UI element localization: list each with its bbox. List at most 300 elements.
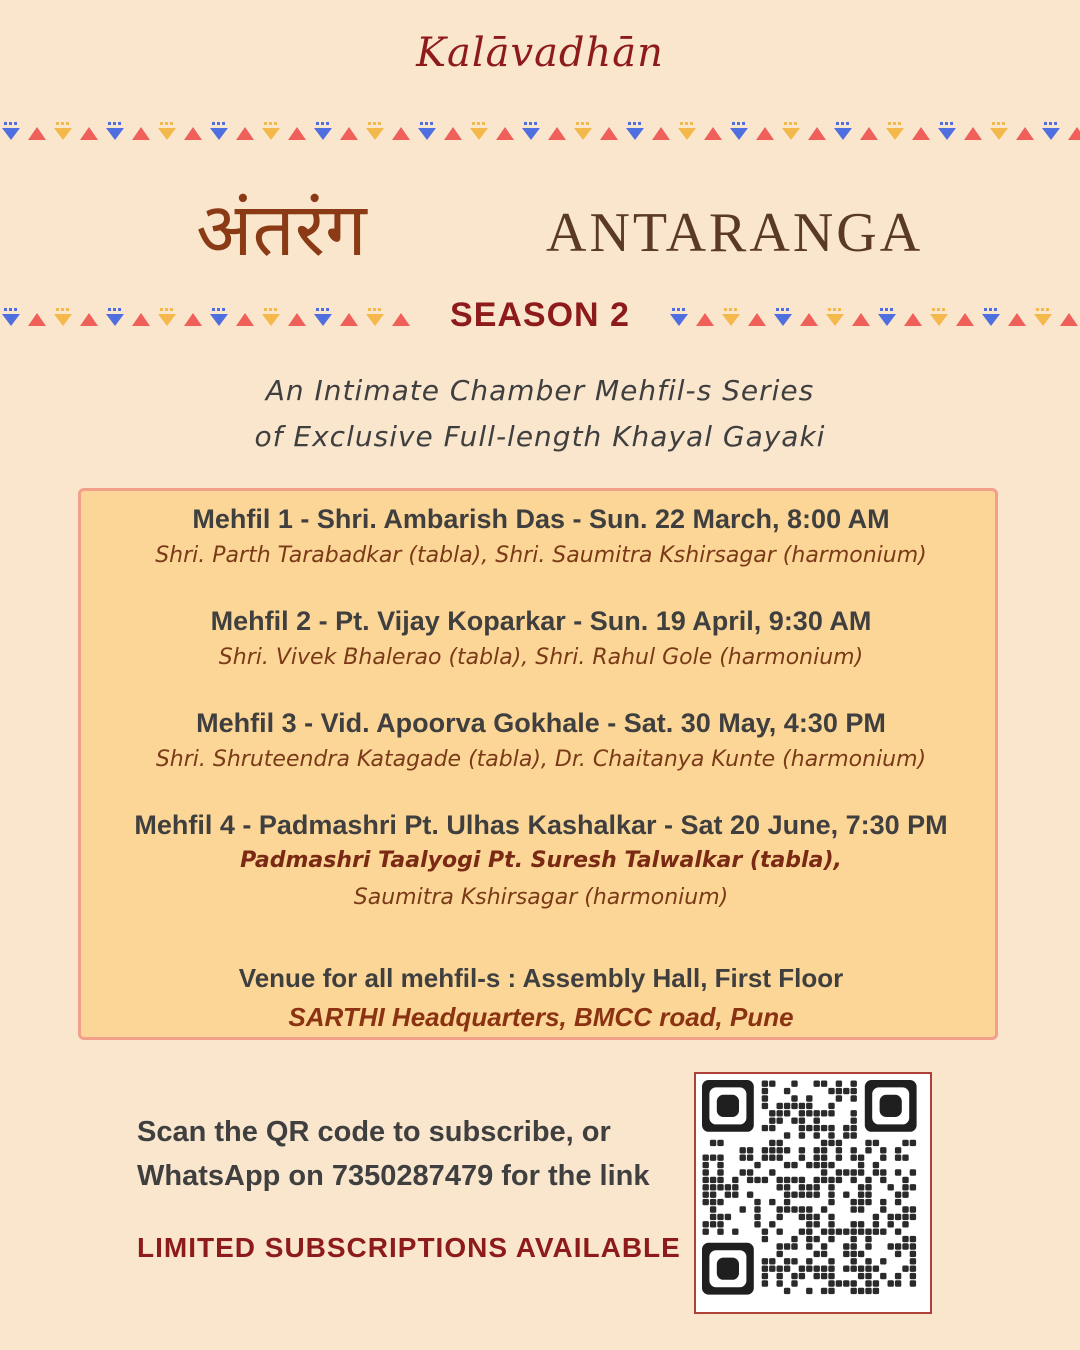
qr-module [814, 1110, 820, 1116]
border-dot [113, 122, 116, 125]
qr-module [777, 1147, 783, 1153]
qr-module [799, 1118, 805, 1124]
mehfil-artists-line-2: Saumitra Kshirsagar (harmonium) [353, 885, 729, 910]
qr-module [747, 1147, 753, 1153]
border-dot [269, 122, 272, 125]
qr-module [821, 1155, 827, 1161]
qr-module [851, 1155, 857, 1161]
qr-module [717, 1214, 723, 1220]
qr-module [717, 1169, 723, 1175]
qr-module [769, 1199, 775, 1205]
border-dot [264, 122, 267, 125]
qr-module [769, 1266, 775, 1272]
qr-module [799, 1177, 805, 1183]
border-triangle [574, 128, 592, 140]
venue [81, 959, 1001, 1037]
border-triangle [340, 127, 358, 140]
qr-module [725, 1192, 731, 1198]
venue-label: Venue for all mehfil-s : Assembly Hall, First Floor [238, 963, 844, 993]
border-dot [66, 122, 69, 125]
qr-module [814, 1192, 820, 1198]
border-triangle [652, 127, 670, 140]
qr-module [717, 1177, 723, 1183]
border-triangle [678, 128, 696, 140]
qr-module [710, 1184, 716, 1190]
qr-module [888, 1214, 894, 1220]
qr-module [740, 1169, 746, 1175]
qr-module [902, 1266, 908, 1272]
qr-module [703, 1192, 709, 1198]
qr-module [806, 1125, 812, 1131]
qr-module [703, 1177, 709, 1183]
border-triangle [1016, 127, 1034, 140]
qr-module [806, 1229, 812, 1235]
qr-module [791, 1206, 797, 1212]
qr-module [895, 1147, 901, 1153]
qr-module [828, 1273, 834, 1279]
qr-module [880, 1229, 886, 1235]
border-triangle [938, 128, 956, 140]
qr-module [784, 1147, 790, 1153]
qr-module [814, 1147, 820, 1153]
qr-module [858, 1288, 864, 1294]
qr-module [895, 1192, 901, 1198]
qr-module [814, 1081, 820, 1087]
border-dot [992, 122, 995, 125]
border-triangle [730, 128, 748, 140]
qr-module [902, 1184, 908, 1190]
qr-module [865, 1140, 871, 1146]
border-dot [846, 122, 849, 125]
border-dot [794, 122, 797, 125]
border-dot [118, 122, 121, 125]
qr-module [747, 1177, 753, 1183]
qr-module [821, 1177, 827, 1183]
qr-module [784, 1132, 790, 1138]
qr-module [888, 1280, 894, 1286]
qr-module [902, 1155, 908, 1161]
border-dot [524, 122, 527, 125]
qr-module [902, 1236, 908, 1242]
qr-module [836, 1155, 842, 1161]
border-dot [56, 122, 59, 125]
mehfil-title: Mehfil 3 - Vid. Apoorva Gokhale - Sat. 30 May, 4:30 PM [196, 708, 886, 738]
qr-module [851, 1095, 857, 1101]
qr-module [806, 1258, 812, 1264]
qr-module [814, 1221, 820, 1227]
qr-module [873, 1162, 879, 1168]
border-dot [836, 122, 839, 125]
mehfil-1 [81, 501, 1001, 575]
border-triangle [80, 127, 98, 140]
qr-module [910, 1266, 916, 1272]
qr-module [910, 1243, 916, 1249]
qr-module [806, 1103, 812, 1109]
qr-module [910, 1258, 916, 1264]
border-triangle [548, 127, 566, 140]
qr-module [814, 1214, 820, 1220]
qr-module [806, 1184, 812, 1190]
qr-module [717, 1221, 723, 1227]
qr-module [814, 1132, 820, 1138]
qr-module [777, 1243, 783, 1249]
qr-module [799, 1273, 805, 1279]
border-dot [368, 122, 371, 125]
qr-module [762, 1095, 768, 1101]
border-triangle [184, 127, 202, 140]
qr-module [865, 1192, 871, 1198]
qr-module [814, 1251, 820, 1257]
qr-module [895, 1155, 901, 1161]
qr-module [851, 1206, 857, 1212]
qr-module [806, 1206, 812, 1212]
qr-module [710, 1214, 716, 1220]
qr-module [873, 1288, 879, 1294]
border-triangle [28, 127, 46, 140]
qr-module [828, 1177, 834, 1183]
qr-module [717, 1162, 723, 1168]
qr-module [806, 1162, 812, 1168]
border-dot [378, 122, 381, 125]
qr-module [747, 1169, 753, 1175]
qr-module [814, 1236, 820, 1242]
qr-module [717, 1199, 723, 1205]
qr-module [851, 1177, 857, 1183]
qr-module [910, 1251, 916, 1257]
mehfil-title: Mehfil 4 - Padmashri Pt. Ulhas Kashalkar - Sat 20 June, 7:30 PM [134, 810, 948, 840]
scan-line-2: WhatsApp on 7350287479 for the link [137, 1160, 650, 1192]
border-triangle [470, 128, 488, 140]
qr-module [873, 1221, 879, 1227]
qr-module [858, 1162, 864, 1168]
qr-module [777, 1214, 783, 1220]
qr-module [910, 1280, 916, 1286]
qr-module [910, 1184, 916, 1190]
border-triangle [704, 127, 722, 140]
border-triangle [782, 128, 800, 140]
border-triangle [600, 127, 618, 140]
qr-module [828, 1162, 834, 1168]
qr-module [843, 1088, 849, 1094]
qr-module [851, 1147, 857, 1153]
border-dot [472, 122, 475, 125]
border-dot [321, 122, 324, 125]
qr-module [703, 1162, 709, 1168]
qr-module [791, 1177, 797, 1183]
qr-module [740, 1206, 746, 1212]
qr-module [725, 1214, 731, 1220]
qr-module [865, 1236, 871, 1242]
qr-module [754, 1214, 760, 1220]
qr-module [910, 1169, 916, 1175]
qr-module [873, 1169, 879, 1175]
border-triangle [756, 127, 774, 140]
qr-module [836, 1280, 842, 1286]
qr-module [851, 1088, 857, 1094]
qr-module [858, 1221, 864, 1227]
qr-module [858, 1192, 864, 1198]
qr-module [791, 1118, 797, 1124]
qr-module [769, 1169, 775, 1175]
qr-module [880, 1177, 886, 1183]
qr-module [880, 1169, 886, 1175]
qr-module [910, 1214, 916, 1220]
qr-module [836, 1095, 842, 1101]
qr-module [777, 1251, 783, 1257]
qr-module [843, 1132, 849, 1138]
qr-module [806, 1266, 812, 1272]
qr-module [851, 1221, 857, 1227]
qr-module [732, 1229, 738, 1235]
qr-module [895, 1199, 901, 1205]
border-triangle [2, 128, 20, 140]
qr-module [762, 1125, 768, 1131]
qr-module [902, 1206, 908, 1212]
qr-module [851, 1280, 857, 1286]
border-triangle [314, 128, 332, 140]
border-dot [628, 122, 631, 125]
qr-module [791, 1095, 797, 1101]
qr-module [799, 1132, 805, 1138]
qr-code[interactable] [694, 1072, 932, 1314]
qr-module [865, 1177, 871, 1183]
border-dot [217, 122, 220, 125]
qr-code-icon [702, 1080, 924, 1306]
qr-module [895, 1229, 901, 1235]
qr-module [858, 1251, 864, 1257]
qr-module [710, 1199, 716, 1205]
qr-module [791, 1081, 797, 1087]
qr-finder [717, 1095, 739, 1117]
qr-module [858, 1206, 864, 1212]
qr-module [828, 1214, 834, 1220]
qr-module [791, 1162, 797, 1168]
qr-module [865, 1288, 871, 1294]
qr-module [821, 1147, 827, 1153]
border-dot [898, 122, 901, 125]
qr-module [777, 1280, 783, 1286]
qr-module [836, 1147, 842, 1153]
border-dot [1002, 122, 1005, 125]
qr-module [902, 1243, 908, 1249]
qr-module [769, 1125, 775, 1131]
qr-module [791, 1258, 797, 1264]
border-dot [732, 122, 735, 125]
border-dot [425, 122, 428, 125]
qr-module [814, 1177, 820, 1183]
qr-module [784, 1177, 790, 1183]
qr-module [821, 1162, 827, 1168]
qr-module [873, 1214, 879, 1220]
qr-module [777, 1229, 783, 1235]
qr-module [710, 1192, 716, 1198]
qr-module [777, 1110, 783, 1116]
qr-module [828, 1184, 834, 1190]
border-dot [222, 122, 225, 125]
qr-module [717, 1140, 723, 1146]
kalavadhan-logo: Kalāvadhān [416, 30, 664, 76]
qr-module [791, 1280, 797, 1286]
qr-module [710, 1140, 716, 1146]
qr-module [821, 1206, 827, 1212]
qr-module [828, 1236, 834, 1242]
qr-module [762, 1258, 768, 1264]
qr-module [828, 1229, 834, 1235]
qr-module [732, 1177, 738, 1183]
qr-module [843, 1280, 849, 1286]
qr-module [858, 1184, 864, 1190]
border-dot [586, 122, 589, 125]
qr-module [851, 1258, 857, 1264]
qr-module [851, 1229, 857, 1235]
qr-module [851, 1251, 857, 1257]
mehfil-artists: Shri. Vivek Bhalerao (tabla), Shri. Rahul Gole (harmonium) [218, 645, 864, 670]
border-triangle [860, 127, 878, 140]
border-dot [737, 122, 740, 125]
qr-module [828, 1199, 834, 1205]
qr-module [717, 1155, 723, 1161]
qr-module [791, 1273, 797, 1279]
qr-module [740, 1147, 746, 1153]
qr-module [814, 1266, 820, 1272]
qr-module [725, 1184, 731, 1190]
border-triangle [1042, 128, 1060, 140]
qr-module [799, 1110, 805, 1116]
qr-module [821, 1288, 827, 1294]
qr-module [799, 1214, 805, 1220]
border-dot [316, 122, 319, 125]
qr-module [828, 1192, 834, 1198]
qr-module [784, 1184, 790, 1190]
mehfil-title: Mehfil 1 - Shri. Ambarish Das - Sun. 22 March, 8:00 AM [192, 504, 890, 534]
qr-module [843, 1251, 849, 1257]
qr-module [710, 1221, 716, 1227]
qr-module [777, 1266, 783, 1272]
qr-module [769, 1221, 775, 1227]
border-dot [482, 122, 485, 125]
qr-module [784, 1266, 790, 1272]
qr-module [858, 1273, 864, 1279]
qr-module [821, 1251, 827, 1257]
qr-module [762, 1103, 768, 1109]
border-dot [212, 122, 215, 125]
venue-place: SARTHI Headquarters, BMCC road, Pune [288, 1002, 794, 1032]
qr-module [851, 1169, 857, 1175]
qr-module [880, 1206, 886, 1212]
qr-module [880, 1258, 886, 1264]
qr-module [873, 1280, 879, 1286]
border-dot [1054, 122, 1057, 125]
qr-module [888, 1243, 894, 1249]
qr-module [762, 1147, 768, 1153]
border-triangle [626, 128, 644, 140]
border-triangle [106, 128, 124, 140]
mehfil-title: Mehfil 2 - Pt. Vijay Koparkar - Sun. 19 April, 9:30 AM [210, 606, 872, 636]
border-dot [576, 122, 579, 125]
qr-module [902, 1140, 908, 1146]
qr-module [843, 1266, 849, 1272]
qr-module [762, 1229, 768, 1235]
qr-module [784, 1206, 790, 1212]
qr-module [814, 1162, 820, 1168]
qr-module [814, 1184, 820, 1190]
qr-module [791, 1103, 797, 1109]
qr-module [791, 1192, 797, 1198]
qr-module [703, 1169, 709, 1175]
qr-module [821, 1110, 827, 1116]
qr-module [843, 1192, 849, 1198]
border-dot [997, 122, 1000, 125]
qr-module [865, 1229, 871, 1235]
border-dot [534, 122, 537, 125]
qr-module [851, 1081, 857, 1087]
border-dot [581, 122, 584, 125]
qr-module [895, 1273, 901, 1279]
qr-module [762, 1155, 768, 1161]
border-triangle [990, 128, 1008, 140]
qr-module [880, 1147, 886, 1153]
qr-module [843, 1229, 849, 1235]
qr-module [777, 1184, 783, 1190]
title-row [0, 185, 1080, 275]
qr-module [710, 1155, 716, 1161]
qr-module [777, 1140, 783, 1146]
border-dot [420, 122, 423, 125]
qr-module [769, 1140, 775, 1146]
subtitle-line-2: of Exclusive Full-length Khayal Gayaki [254, 420, 826, 453]
qr-module [799, 1266, 805, 1272]
qr-module [828, 1288, 834, 1294]
qr-module [902, 1221, 908, 1227]
qr-module [873, 1266, 879, 1272]
title-devanagari: अंतरंग [196, 187, 367, 273]
qr-module [865, 1184, 871, 1190]
border-dot [1044, 122, 1047, 125]
qr-module [836, 1088, 842, 1094]
qr-module [902, 1177, 908, 1183]
border-dot [1049, 122, 1052, 125]
qr-module [821, 1125, 827, 1131]
qr-module [784, 1103, 790, 1109]
qr-module [851, 1288, 857, 1294]
qr-module [717, 1229, 723, 1235]
qr-module [703, 1155, 709, 1161]
qr-finder [880, 1095, 902, 1117]
qr-module [703, 1199, 709, 1205]
qr-module [828, 1103, 834, 1109]
border-triangle [54, 128, 72, 140]
qr-module [865, 1273, 871, 1279]
border-triangle [418, 128, 436, 140]
border-triangle [808, 127, 826, 140]
qr-module [865, 1243, 871, 1249]
qr-module [777, 1177, 783, 1183]
qr-module [858, 1266, 864, 1272]
qr-module [851, 1132, 857, 1138]
qr-module [851, 1125, 857, 1131]
qr-module [762, 1273, 768, 1279]
border-dot [61, 122, 64, 125]
border-triangle [886, 128, 904, 140]
qr-module [865, 1258, 871, 1264]
qr-module [777, 1155, 783, 1161]
border-triangle [392, 127, 410, 140]
border-dot [888, 122, 891, 125]
border-triangle [262, 128, 280, 140]
qr-module [806, 1110, 812, 1116]
border-dot [893, 122, 896, 125]
border-dot [529, 122, 532, 125]
